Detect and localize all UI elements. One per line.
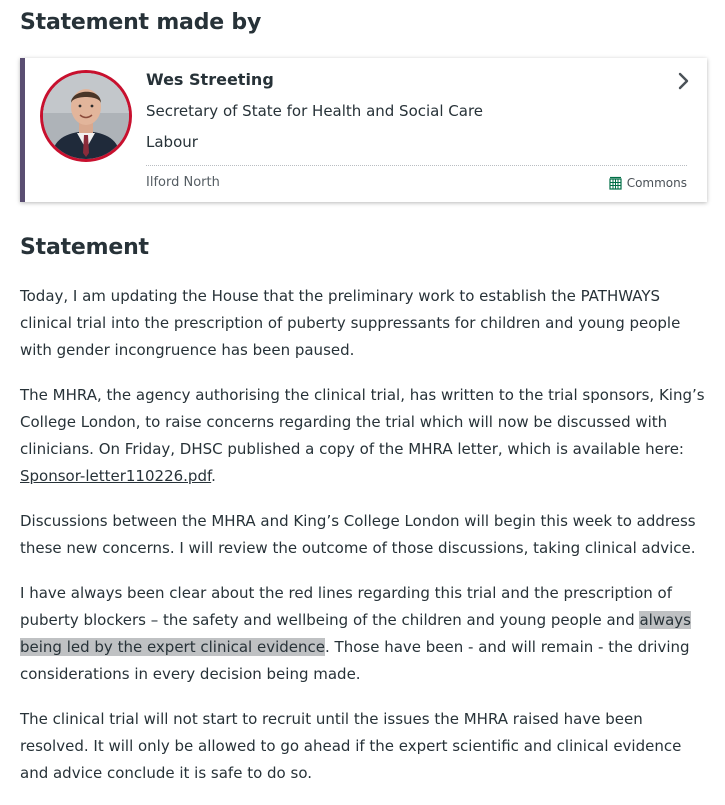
house-name: Commons <box>626 176 687 190</box>
card-accent-bar <box>20 58 25 202</box>
statement-body <box>20 283 712 805</box>
statement-paragraph-1: Today, I am updating the House that the preliminary work to establish the PATHWAYS clinical trial into the prescription of puberty suppressants for children and young people with gender incongruence has been paused. <box>20 287 681 359</box>
member-constituency: Ilford North <box>146 175 220 190</box>
house-label <box>609 176 687 190</box>
sponsor-letter-link[interactable]: Sponsor-letter110226.pdf <box>20 467 212 485</box>
paragraph-2-end: . <box>211 467 216 485</box>
statement-paragraph-3: Discussions between the MHRA and King’s College London will begin this week to address these new concerns. I will review the outcome of those discussions, taking clinical advice. <box>20 512 696 557</box>
statement-heading: Statement <box>20 235 149 260</box>
paragraph-4-end: . Those have been - and will remain - the driving considerations in every decision being made. <box>20 638 690 683</box>
chevron-right-icon[interactable] <box>677 72 691 90</box>
statement-paragraph-5: The clinical trial will not start to recruit until the issues the MHRA raised have been resolved. It will only be allowed to go ahead if the expert scientific and clinical evidence and advice conclude it is safe to do so. <box>20 710 682 782</box>
portcullis-icon <box>609 176 622 190</box>
statement-paragraph-2 <box>20 382 712 490</box>
card-divider <box>146 165 687 166</box>
paragraph-4-text: I have always been clear about the red lines regarding this trial and the prescription of puberty blockers – the safety and wellbeing of the children and young people and <box>20 584 672 629</box>
statement-made-by-heading: Statement made by <box>20 10 262 35</box>
member-card[interactable] <box>20 58 707 202</box>
paragraph-2-text: The MHRA, the agency authorising the clinical trial, has written to the trial sponsors, King’s College London, to raise concerns regarding the trial which will now be discussed with clinicians. On Friday, DHSC published a copy of the MHRA letter, which is available here: <box>20 386 705 458</box>
member-avatar <box>40 70 132 162</box>
statement-paragraph-4 <box>20 580 712 688</box>
member-party: Labour <box>146 133 198 151</box>
member-role: Secretary of State for Health and Social Care <box>146 102 484 120</box>
highlighted-text: always being led by the expert clinical evidence <box>20 611 691 656</box>
member-name: Wes Streeting <box>146 70 274 89</box>
